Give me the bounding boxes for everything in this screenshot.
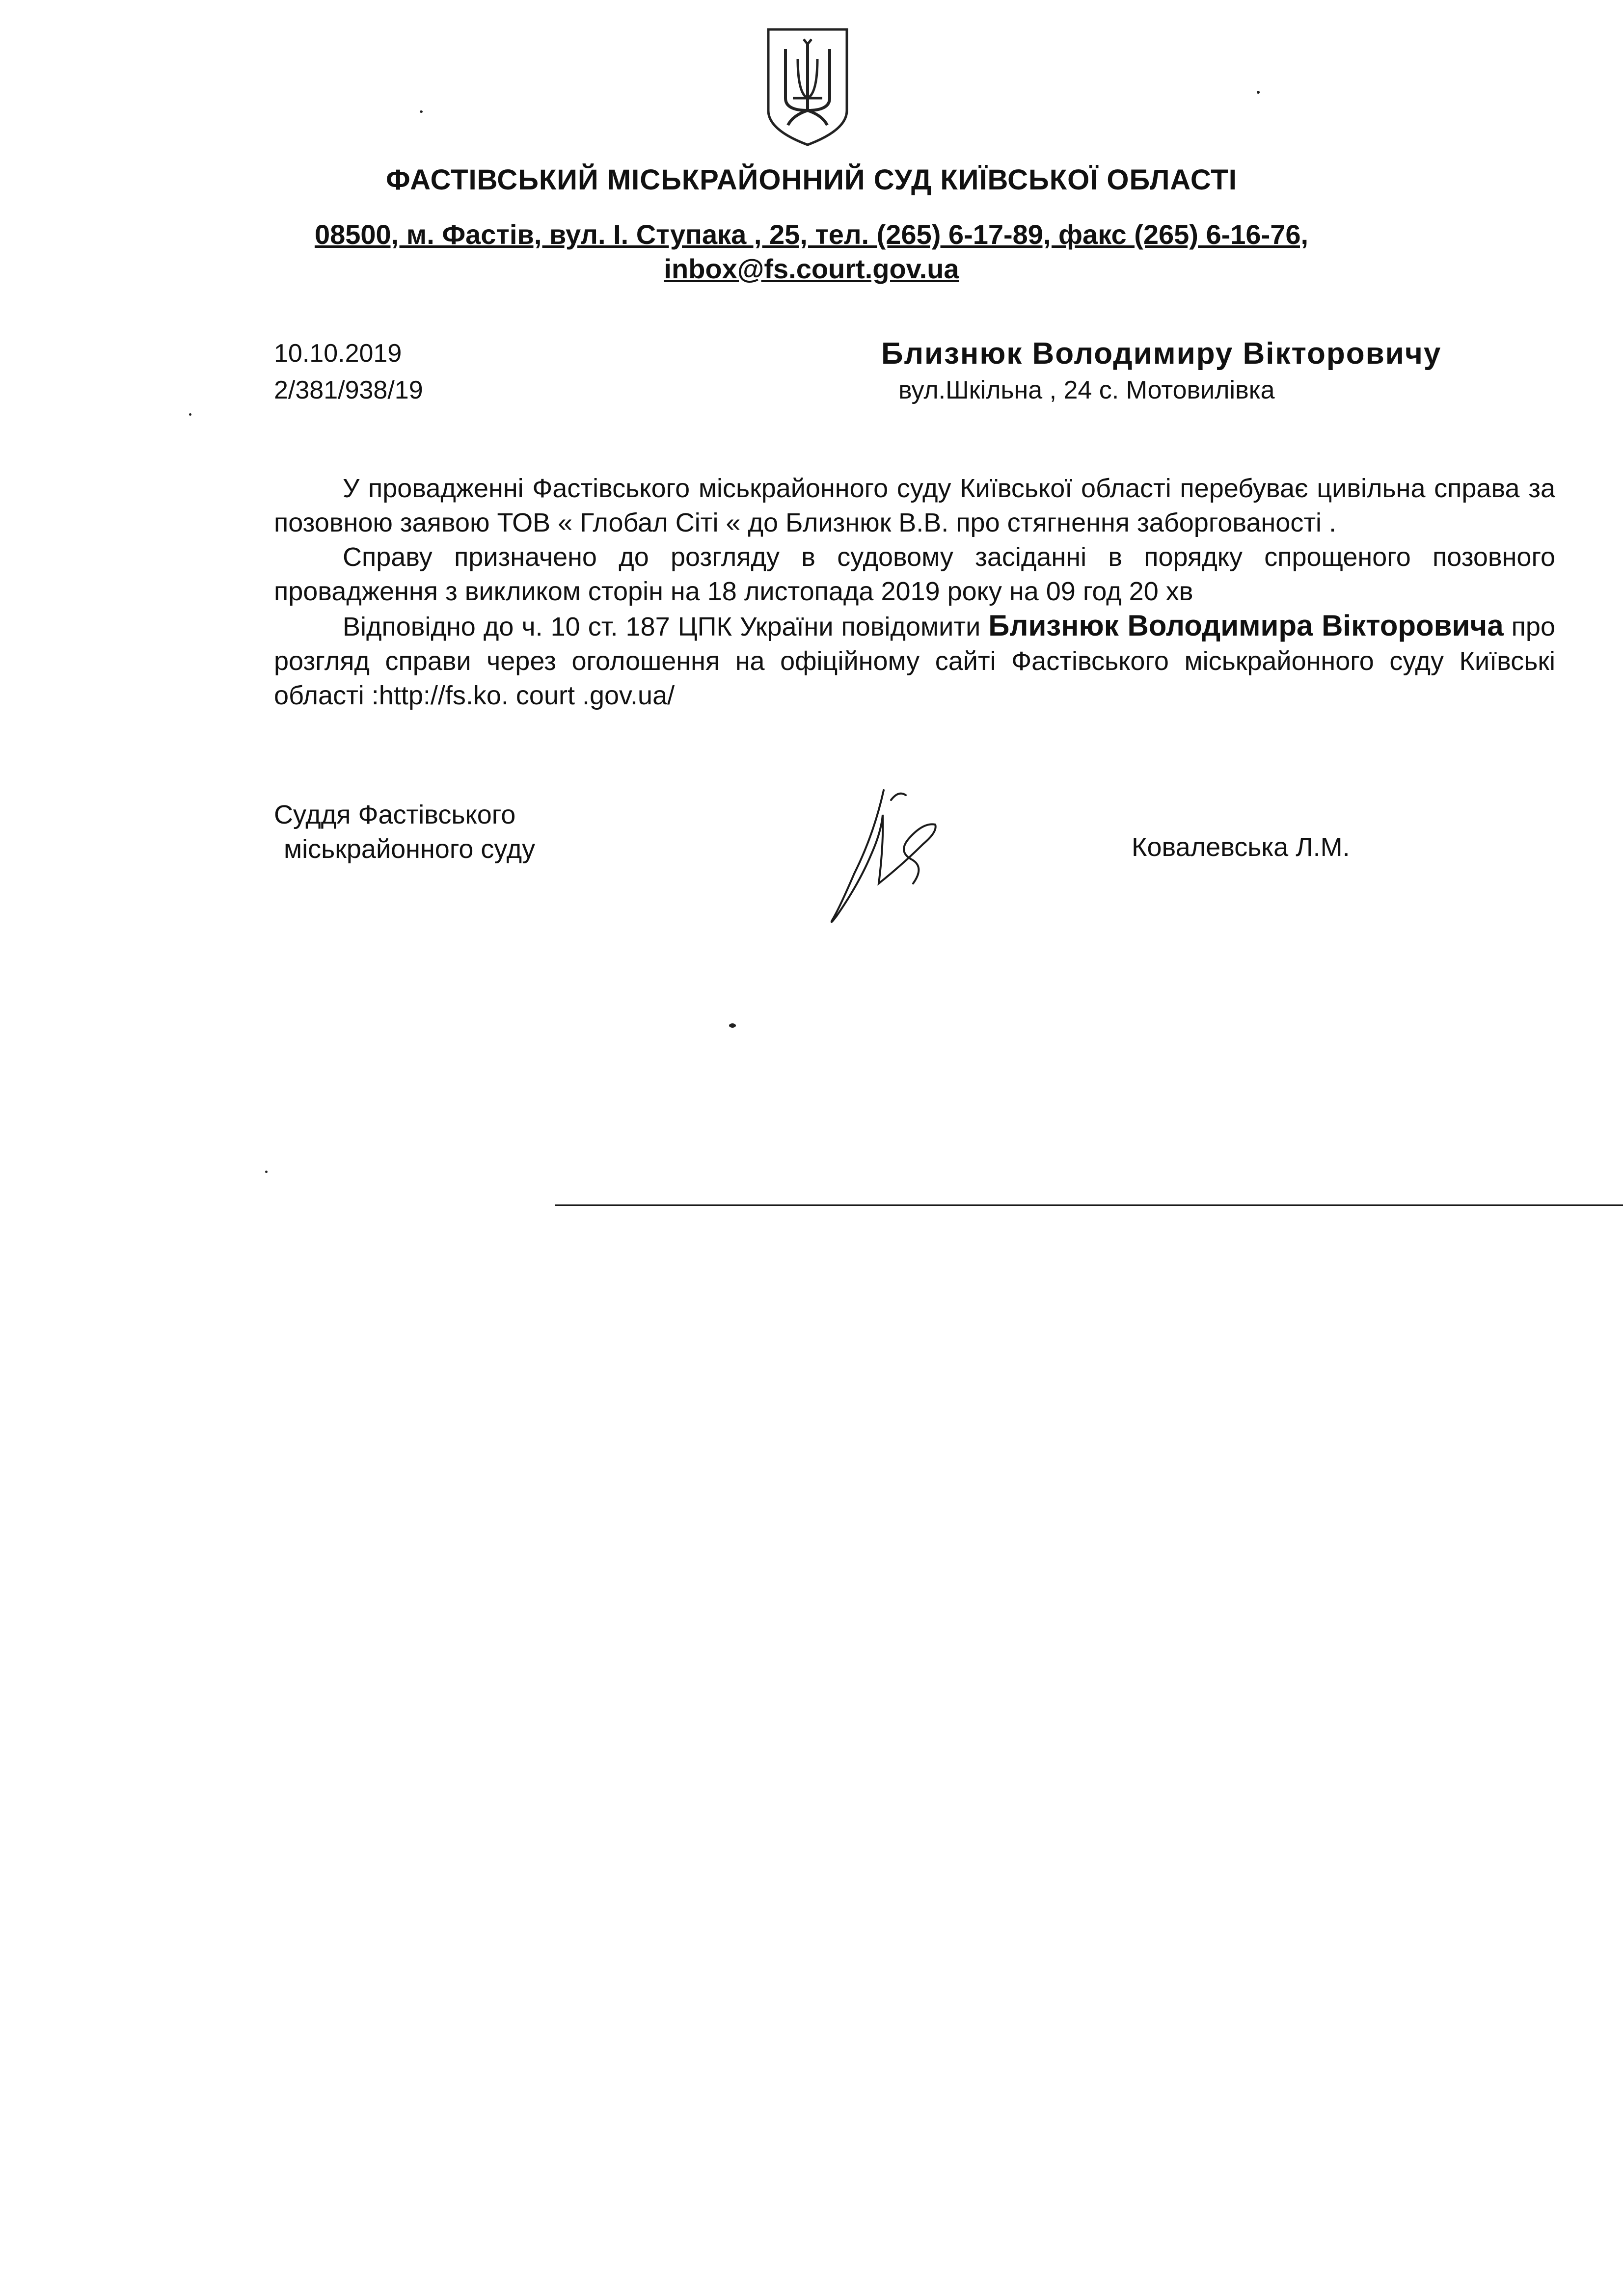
- scan-speck: [729, 1023, 736, 1028]
- scan-speck: [189, 413, 191, 416]
- court-email: inbox@fs.court.gov.ua: [664, 253, 959, 284]
- summoned-person-name: Близнюк Володимира Вікторовича: [988, 609, 1504, 642]
- case-reference: 2/381/938/19: [274, 376, 423, 404]
- judge-title: [274, 798, 716, 866]
- body-paragraph-1: У провадженні Фастівського міськрайонного суду Київської області перебуває цивільна справа за позовною заявою ТОВ « Глобал Сіті « до Близнюк В.В. про стягнення заборгованості .: [274, 474, 1555, 537]
- judge-title-line-1: Суддя Фастівського: [274, 800, 516, 829]
- body-paragraph-3: [274, 609, 1555, 713]
- recipient-address: вул.Шкільна , 24 с. Мотовилівка: [898, 376, 1275, 404]
- document-date: 10.10.2019: [274, 339, 402, 368]
- court-address: 08500, м. Фастів, вул. І. Ступака , 25, тел. (265) 6-17-89, факс (265) 6-16-76,: [314, 219, 1309, 250]
- judge-name: Ковалевська Л.М.: [1132, 832, 1350, 862]
- recipient-name: Близнюк Володимиру Вікторовичу: [881, 337, 1442, 371]
- scan-speck: [265, 1171, 268, 1173]
- scan-speck: [420, 110, 423, 113]
- handwritten-signature: [825, 785, 952, 928]
- ukraine-trident-icon: [758, 25, 857, 147]
- paragraph-3-tail: про розгляд справи через оголошення на офіційному сайті Фастівського міськрайонного суду Київські області :http://fs.ko. court .gov.ua/: [274, 612, 1555, 710]
- paragraph-3-lead: Відповідно до ч. 10 ст. 187 ЦПК України повідомити: [343, 612, 989, 641]
- court-name: ФАСТІВСЬКИЙ МІСЬКРАЙОННИЙ СУД КИЇВСЬКОЇ ОБЛАСТІ: [386, 164, 1237, 196]
- page-bottom-rule: [555, 1204, 1623, 1206]
- judge-title-line-2: міськрайонного суду: [284, 834, 536, 864]
- body-paragraph-2: Справу призначено до розгляду в судовому засіданні в порядку спрощеного позовного провадження з викликом сторін на 18 листопада 2019 року на 09 год 20 хв: [274, 542, 1555, 606]
- notice-body: [274, 471, 1555, 713]
- scan-speck: [1257, 91, 1260, 94]
